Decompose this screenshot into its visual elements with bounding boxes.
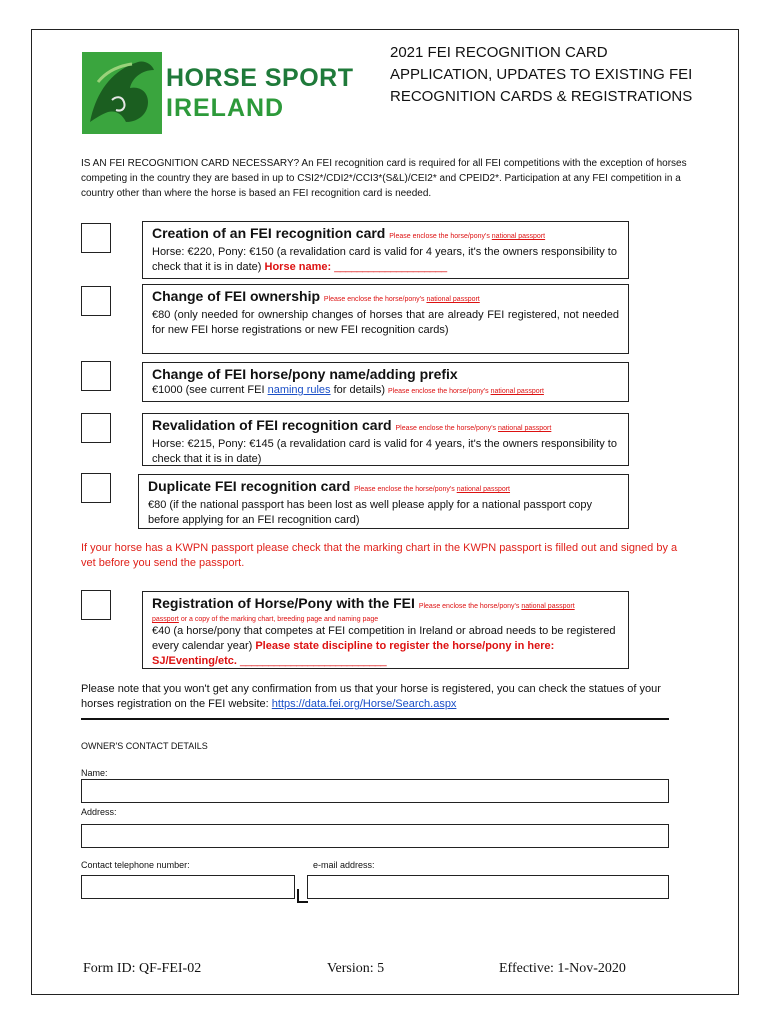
enclose-note: Please enclose the horse/pony's national passport xyxy=(323,296,480,303)
name-change-option-box xyxy=(142,362,629,402)
phone-label: Contact telephone number: xyxy=(81,860,190,870)
enclose-note: Please enclose the horse/pony's national passport xyxy=(354,486,511,493)
horse-name-label: Horse name: xyxy=(264,261,332,273)
registration-note: passport or a copy of the marking chart, breeding page and naming page xyxy=(152,616,379,623)
discipline-prompt: Please state discipline to register the horse/pony in here: SJ/Eventing/etc. xyxy=(152,640,555,667)
revalidation-option-box xyxy=(142,413,629,466)
title-line-1: 2021 FEI RECOGNITION CARD xyxy=(390,44,608,61)
revalidation-text: Horse: €215, Pony: €145 (a revalidation card is valid for 4 years, it's the owners responsibility to check that it is in date) xyxy=(152,438,617,465)
document-title xyxy=(390,42,730,108)
duplicate-checkbox[interactable] xyxy=(81,473,111,503)
footer-form-id: Form ID: QF-FEI-02 xyxy=(83,961,202,976)
field-corner-mark xyxy=(297,889,308,903)
revalidation-checkbox[interactable] xyxy=(81,413,111,443)
enclose-note: Please enclose the horse/pony's national passport xyxy=(389,233,546,240)
name-label: Name: xyxy=(81,768,108,778)
duplicate-title: Duplicate FEI recognition card Please enclose the horse/pony's national passport xyxy=(148,478,511,494)
owner-contact-heading: OWNER'S CONTACT DETAILS xyxy=(81,741,208,751)
registration-title: Registration of Horse/Pony with the FEI Please enclose the horse/pony's national passport xyxy=(152,595,575,611)
logo-text-ireland: IRELAND xyxy=(166,94,285,122)
confirmation-note: Please note that you won't get any confirmation from us that your horse is registered, you can check the statues of your horses registration on the FEI website: https://data.fei.org/Horse/Search.aspx xyxy=(81,683,661,710)
registration-checkbox[interactable] xyxy=(81,590,111,620)
registration-option-box xyxy=(142,591,629,669)
creation-text: Horse: €220, Pony: €150 (a revalidation card is valid for 4 years, it's the owners responsibility to check that it is in date) Horse name: ____________________ xyxy=(152,246,617,273)
address-input[interactable] xyxy=(81,824,669,848)
ownership-checkbox[interactable] xyxy=(81,286,111,316)
intro-paragraph: IS AN FEI RECOGNITION CARD NECESSARY? An FEI recognition card is required for all FEI competitions with the exception of horses competing in the country they are based in up to CSI2*/CDI2*/CCI3*(S&L)/CEI2* and CPEID2*. Participation at any FEI competition in a country other than where the horse is based an FEI recognition card is needed. xyxy=(81,158,687,199)
section-divider xyxy=(81,718,669,720)
ownership-title: Change of FEI ownership Please enclose the horse/pony's national passport xyxy=(152,288,480,304)
creation-option-box xyxy=(142,221,629,279)
name-input[interactable] xyxy=(81,779,669,803)
name-change-text: €1000 (see current FEI naming rules for details) Please enclose the horse/pony's national passport xyxy=(152,384,544,396)
email-label: e-mail address: xyxy=(313,860,375,870)
ownership-option-box xyxy=(142,284,629,354)
footer-version: Version: 5 xyxy=(327,961,385,976)
registration-text: €40 (a horse/pony that competes at FEI competition in Ireland or abroad needs to be registered every calendar year) Please state discipline to register the horse/pony in here: SJ/Eventing/etc. __________________________ xyxy=(152,625,616,667)
title-line-3: RECOGNITION CARDS & REGISTRATIONS xyxy=(390,88,693,105)
kwpn-note: If your horse has a KWPN passport please check that the marking chart in the KWPN passport is filled out and signed by a vet before you send the passport. xyxy=(81,542,678,569)
enclose-note: Please enclose the horse/pony's national passport xyxy=(418,603,575,610)
duplicate-option-box xyxy=(138,474,629,529)
logo-text-horse-sport: HORSE SPORT xyxy=(166,64,354,92)
footer-effective-date: Effective: 1-Nov-2020 xyxy=(499,961,626,976)
horse-sport-ireland-logo xyxy=(82,52,162,134)
address-label: Address: xyxy=(81,807,117,817)
name-change-checkbox[interactable] xyxy=(81,361,111,391)
horse-name-field[interactable]: ____________________ xyxy=(334,261,447,273)
ownership-text: €80 (only needed for ownership changes of horses that are already FEI registered, not needed for new FEI horse registrations or new FEI recognition cards) xyxy=(152,309,619,336)
enclose-note: Please enclose the horse/pony's national passport xyxy=(388,388,544,395)
enclose-note: Please enclose the horse/pony's national passport xyxy=(395,425,552,432)
duplicate-text: €80 (if the national passport has been lost as well please apply for a national passport copy before applying for an FEI recognition card) xyxy=(148,499,592,526)
title-line-2: APPLICATION, UPDATES TO EXISTING FEI xyxy=(390,66,693,83)
discipline-field[interactable]: __________________________ xyxy=(240,655,387,667)
revalidation-title: Revalidation of FEI recognition card Please enclose the horse/pony's national passport xyxy=(152,417,552,433)
name-change-title: Change of FEI horse/pony name/adding prefix xyxy=(152,366,458,382)
creation-title: Creation of an FEI recognition card Please enclose the horse/pony's national passport xyxy=(152,225,546,241)
phone-input[interactable] xyxy=(81,875,295,899)
creation-checkbox[interactable] xyxy=(81,223,111,253)
naming-rules-link[interactable]: naming rules xyxy=(267,384,331,396)
email-input[interactable] xyxy=(307,875,669,899)
fei-search-link[interactable]: https://data.fei.org/Horse/Search.aspx xyxy=(271,698,457,710)
